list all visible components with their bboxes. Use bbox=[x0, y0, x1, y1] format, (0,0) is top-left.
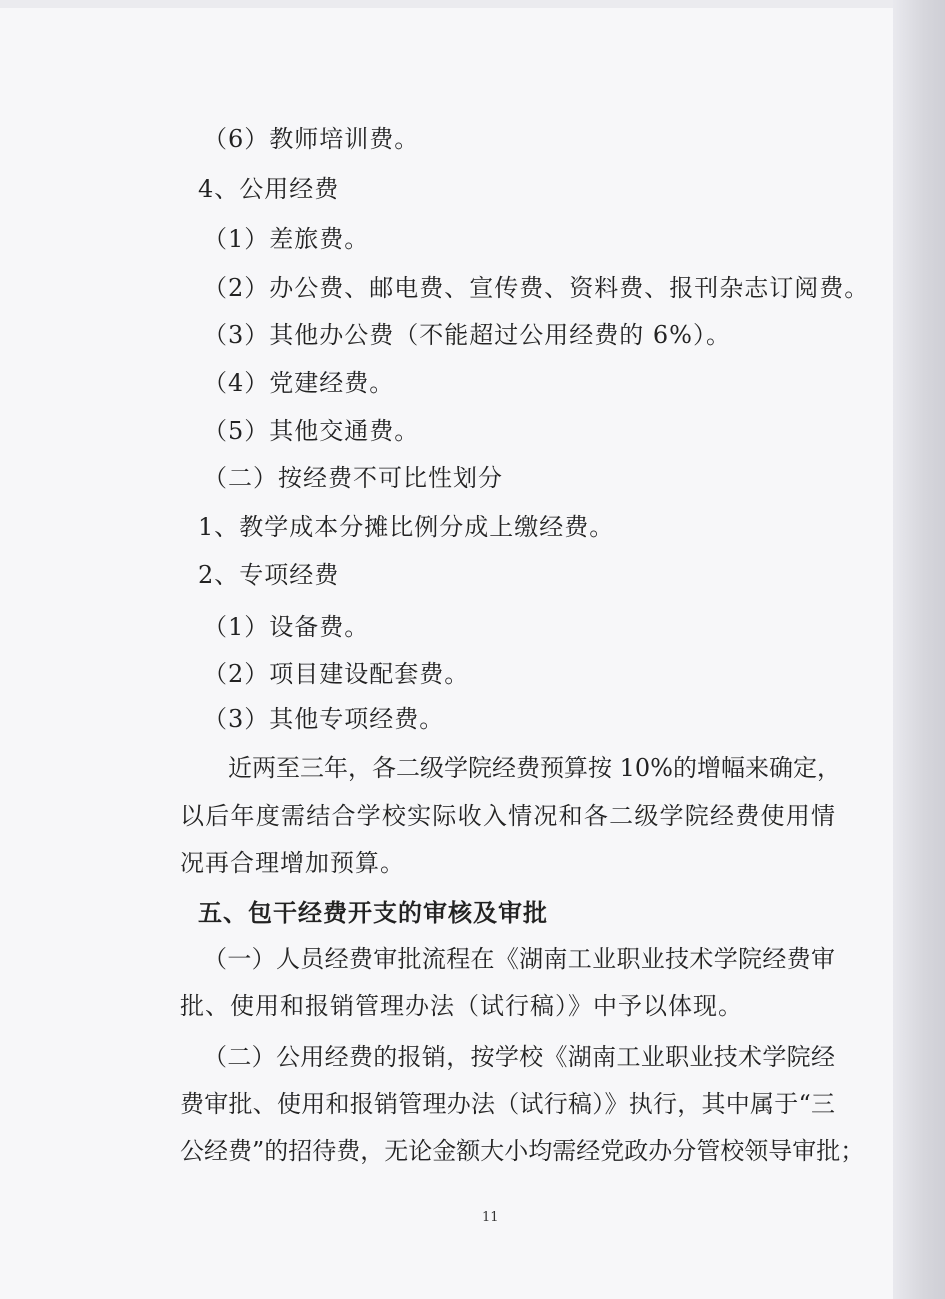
paragraph-line: 公经费”的招待费，无论金额大小均需经党政办分管校领导审批； bbox=[180, 1137, 865, 1165]
list-item: （1）差旅费。 bbox=[203, 225, 370, 253]
subsection-heading: （二）按经费不可比性划分 bbox=[203, 464, 503, 492]
paragraph-line: （二）公用经费的报销，按学校《湖南工业职业技术学院经 bbox=[203, 1043, 835, 1071]
paragraph-line: 费审批、使用和报销管理办法（试行稿）》执行，其中属于“三 bbox=[180, 1090, 835, 1118]
chapter-heading: 五、包干经费开支的审核及审批 bbox=[198, 898, 548, 927]
section-heading: 4、公用经费 bbox=[198, 175, 340, 203]
page-edge-shadow bbox=[893, 0, 945, 1299]
paragraph-line: （一）人员经费审批流程在《湖南工业职业技术学院经费审 bbox=[203, 945, 835, 973]
section-heading: 2、专项经费 bbox=[198, 561, 340, 589]
list-item: （3）其他专项经费。 bbox=[203, 705, 445, 733]
paragraph-line: 批、使用和报销管理办法（试行稿）》中予以体现。 bbox=[180, 992, 743, 1020]
list-item: （1）设备费。 bbox=[203, 613, 370, 641]
paragraph-line: 况再合理增加预算。 bbox=[180, 849, 405, 877]
paragraph-line: 以后年度需结合学校实际收入情况和各二级学院经费使用情 bbox=[180, 802, 835, 830]
page-number: 11 bbox=[482, 1210, 499, 1225]
list-item: （5）其他交通费。 bbox=[203, 417, 420, 445]
paragraph-line: 近两至三年，各二级学院经费预算按 10%的增幅来确定， bbox=[228, 754, 841, 782]
list-item: （3）其他办公费（不能超过公用经费的 6%）。 bbox=[203, 321, 731, 349]
list-item: （2）项目建设配套费。 bbox=[203, 660, 470, 688]
scan-edge bbox=[0, 0, 945, 8]
list-item: 1、教学成本分摊比例分成上缴经费。 bbox=[198, 513, 615, 541]
list-item: （2）办公费、邮电费、宣传费、资料费、报刊杂志订阅费。 bbox=[203, 274, 870, 302]
list-item: （4）党建经费。 bbox=[203, 369, 395, 397]
list-item: （6）教师培训费。 bbox=[203, 125, 420, 153]
